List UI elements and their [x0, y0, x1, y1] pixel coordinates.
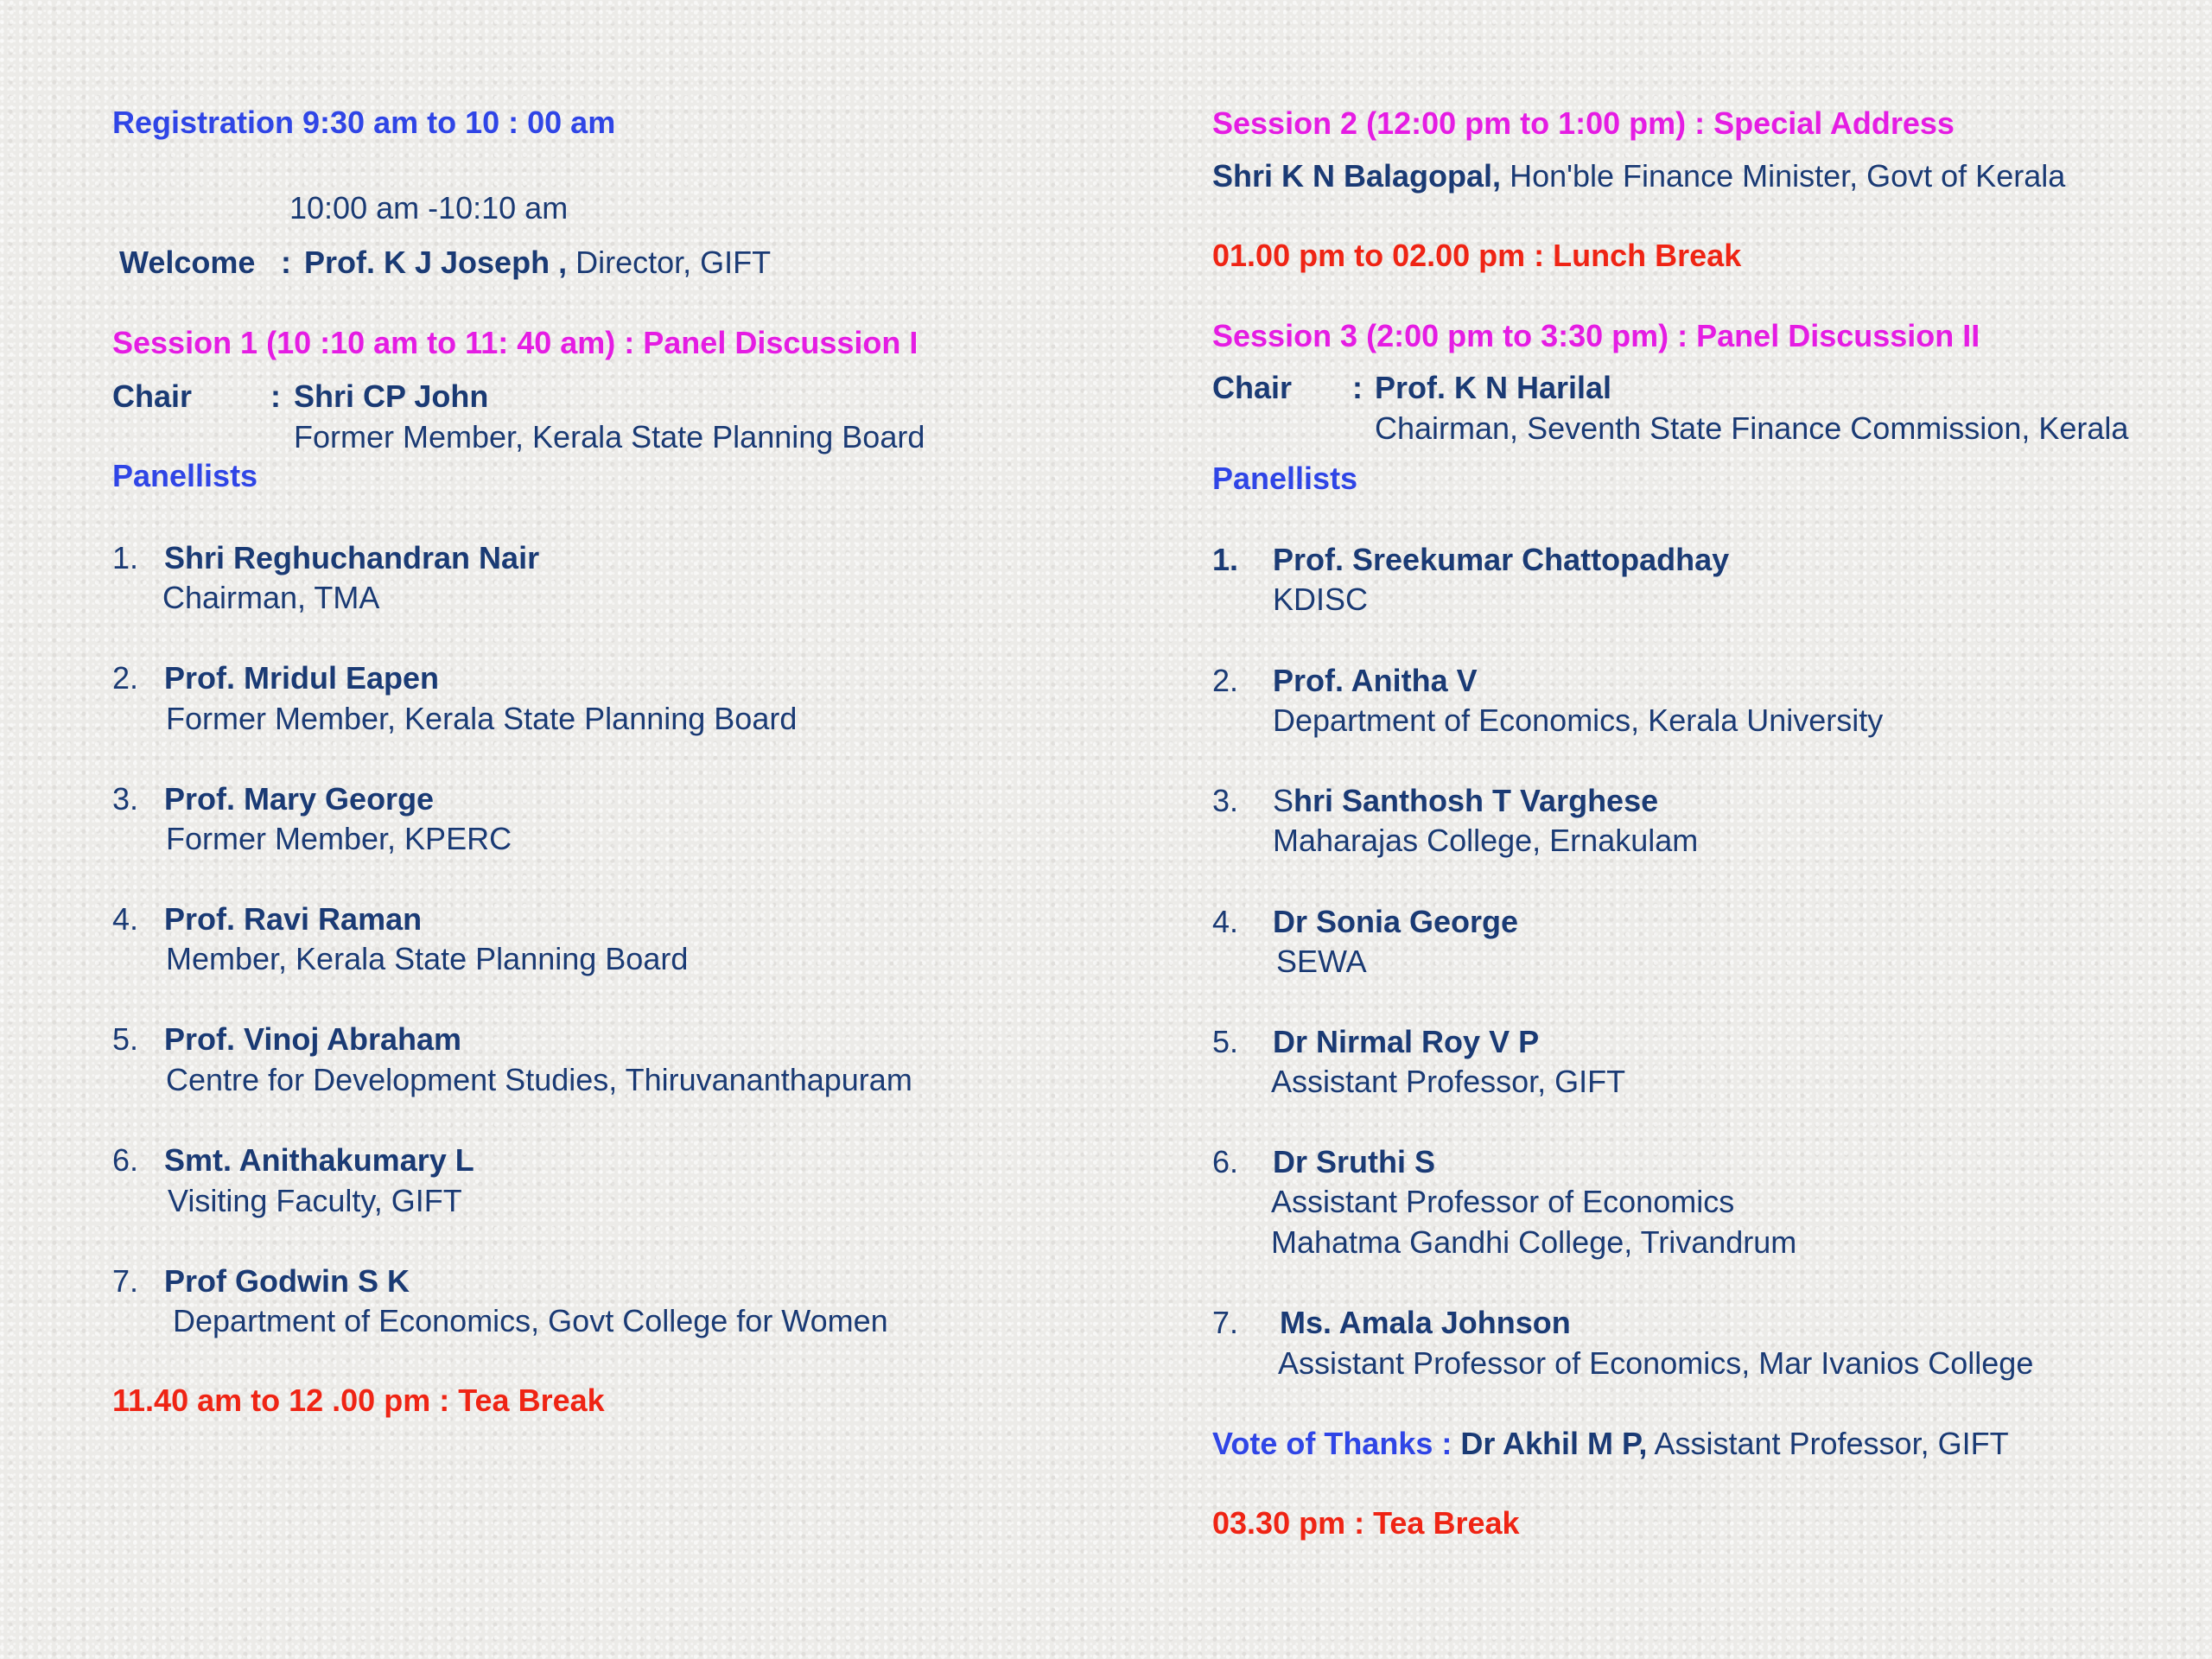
list-number: 7.: [112, 1263, 139, 1299]
welcome-name: Prof. K J Joseph ,: [304, 245, 568, 280]
panellist-role: Assistant Professor of Economics, Mar Ivanios College: [1278, 1345, 2034, 1381]
list-number: 5.: [1212, 1024, 1239, 1059]
panellist-role: Former Member, Kerala State Planning Board: [166, 701, 798, 736]
vote-of-thanks: [1212, 1425, 2009, 1463]
list-number: 4.: [1212, 904, 1239, 939]
panellist-name-rest: hri Santhosh T Varghese: [1294, 783, 1659, 818]
welcome-line: [119, 244, 255, 282]
panellist-name: Prof. Vinoj Abraham: [164, 1021, 462, 1057]
panellist-name: [1273, 782, 1658, 820]
panellist-name: Smt. Anithakumary L: [164, 1142, 474, 1178]
welcome-role: Director, GIFT: [567, 245, 772, 280]
session1-chair-label: Chair: [112, 378, 193, 414]
session1-chair-role: Former Member, Kerala State Planning Board: [294, 419, 925, 454]
panellist-role: Chairman, TMA: [162, 580, 380, 615]
list-number: 3.: [1212, 783, 1239, 818]
panellist-role: Department of Economics, Govt College for Women: [173, 1303, 888, 1338]
welcome-label: Welcome: [119, 245, 256, 280]
panellist-name: Dr Sruthi S: [1273, 1144, 1436, 1179]
panellist-role: Maharajas College, Ernakulam: [1273, 823, 1699, 858]
tea-break-afternoon: 03.30 pm : Tea Break: [1212, 1505, 1520, 1541]
list-number: 3.: [112, 781, 139, 817]
vote-of-thanks-label: Vote of Thanks :: [1212, 1426, 1461, 1461]
welcome-colon: :: [281, 245, 291, 280]
panellist-role: Former Member, KPERC: [166, 821, 512, 856]
list-number: 6.: [1212, 1144, 1239, 1179]
welcome-time: 10:00 am -10:10 am: [289, 190, 569, 226]
session1-chair-name: Shri CP John: [294, 378, 489, 414]
list-number: 5.: [112, 1021, 139, 1057]
tea-break-morning: 11.40 am to 12 .00 pm : Tea Break: [112, 1382, 605, 1418]
panellist-name: Dr Nirmal Roy V P: [1273, 1024, 1540, 1059]
panellist-name: Ms. Amala Johnson: [1280, 1305, 1571, 1340]
panellist-role: Centre for Development Studies, Thiruvananthapuram: [166, 1062, 912, 1097]
panellist-name: Prof. Sreekumar Chattopadhay: [1273, 542, 1730, 577]
panellist-role: Visiting Faculty, GIFT: [168, 1183, 462, 1218]
panellist-role: KDISC: [1273, 582, 1369, 617]
registration-heading: Registration 9:30 am to 10 : 00 am: [112, 105, 616, 140]
list-number: 1.: [1212, 542, 1239, 577]
panellist-name: Prof. Mary George: [164, 781, 435, 817]
session3-chair-role: Chairman, Seventh State Finance Commission, Kerala: [1375, 410, 2129, 446]
session3-panellists-label: Panellists: [1212, 461, 1358, 496]
session2-role: Hon'ble Finance Minister, Govt of Kerala: [1501, 158, 2066, 194]
session1-panellists-label: Panellists: [112, 458, 258, 493]
panellist-name-initial: S: [1273, 783, 1294, 818]
session2-speaker: [1212, 157, 2065, 195]
panellist-name: Prof. Anitha V: [1273, 663, 1478, 698]
panellist-role: Assistant Professor of Economics: [1271, 1184, 1735, 1219]
list-number: 7.: [1212, 1305, 1239, 1340]
panellist-name: Prof Godwin S K: [164, 1263, 410, 1299]
list-number: 4.: [112, 901, 139, 937]
panellist-name: Prof. Ravi Raman: [164, 901, 423, 937]
panellist-name: Prof. Mridul Eapen: [164, 660, 440, 696]
panellist-role: Assistant Professor, GIFT: [1271, 1064, 1626, 1099]
list-number: 1.: [112, 540, 139, 575]
panellist-role-secondary: Mahatma Gandhi College, Trivandrum: [1271, 1224, 1797, 1260]
session3-chair-name: Prof. K N Harilal: [1375, 370, 1612, 405]
session3-chair-label: Chair: [1212, 370, 1293, 405]
panellist-name: Shri Reghuchandran Nair: [164, 540, 540, 575]
panellist-role: Member, Kerala State Planning Board: [166, 941, 689, 976]
welcome-speaker: [304, 244, 771, 282]
session1-title: Session 1 (10 :10 am to 11: 40 am) : Panel Discussion I: [112, 325, 918, 360]
session1-chair-colon: :: [270, 378, 281, 414]
list-number: 6.: [112, 1142, 139, 1178]
session2-name: Shri K N Balagopal,: [1212, 158, 1502, 194]
lunch-break: 01.00 pm to 02.00 pm : Lunch Break: [1212, 238, 1742, 273]
session2-title: Session 2 (12:00 pm to 1:00 pm) : Special Address: [1212, 105, 1955, 141]
session3-chair-colon: :: [1352, 370, 1363, 405]
panellist-role: SEWA: [1276, 944, 1367, 979]
list-number: 2.: [112, 660, 139, 696]
panellist-role: Department of Economics, Kerala University: [1273, 702, 1884, 738]
panellist-name: Dr Sonia George: [1273, 904, 1519, 939]
session3-title: Session 3 (2:00 pm to 3:30 pm) : Panel Discussion II: [1212, 318, 1980, 353]
vote-of-thanks-role: Assistant Professor, GIFT: [1647, 1426, 2009, 1461]
vote-of-thanks-name: Dr Akhil M P,: [1460, 1426, 1648, 1461]
list-number: 2.: [1212, 663, 1239, 698]
